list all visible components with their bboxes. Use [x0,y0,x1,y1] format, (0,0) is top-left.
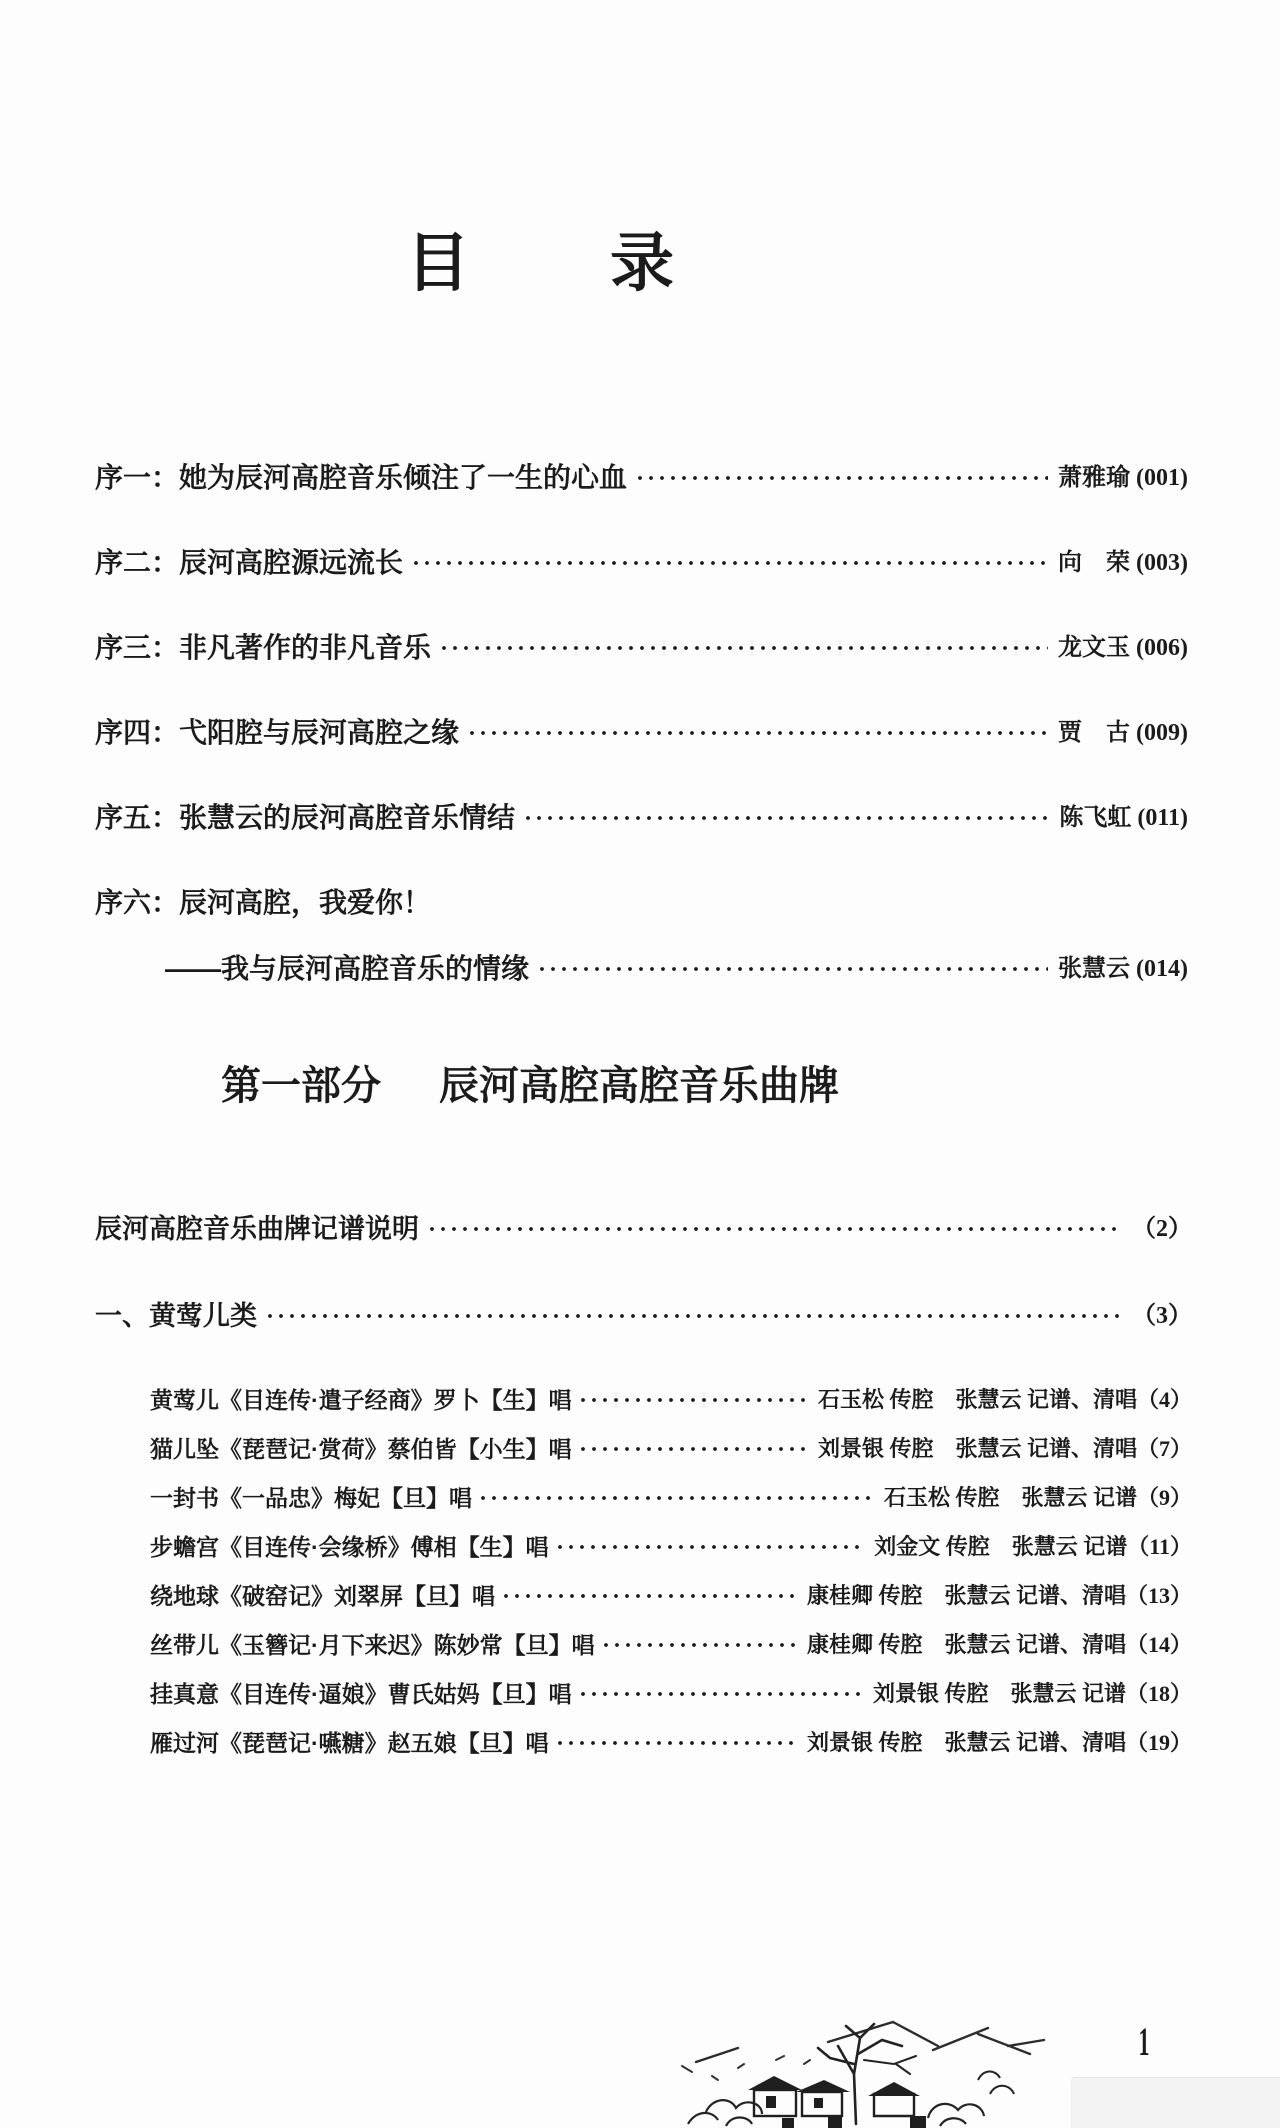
dot-leader [557,1738,799,1748]
toc-entry-preface-4 [95,715,1188,751]
entry-page-number: （7） [1136,1436,1192,1461]
dot-leader [580,1689,865,1699]
entry-page-number: （3） [1132,1303,1192,1329]
toc-entry-song-1 [150,1385,1192,1415]
page-title [0,228,1280,298]
entry-page-number: （9） [1136,1485,1192,1510]
toc-entry-song-2 [150,1434,1192,1464]
entry-author: 贾 古 [1058,720,1131,746]
song-title: 雁过河《琵琶记·嚥糖》赵五娘【旦】唱 [150,1730,549,1756]
entry-label: 序五：张慧云的辰河高腔音乐情结 [95,802,516,833]
entry-page-number: （11） [1127,1534,1192,1559]
part1-heading-title: 辰河高腔高腔音乐曲牌 [439,1063,839,1108]
dot-leader [469,728,1048,738]
toc-entry-song-6 [150,1630,1192,1660]
toc-entry-preface-3 [95,630,1188,666]
dot-leader [580,1395,810,1405]
toc-entry-song-5 [150,1581,1192,1611]
entry-author: 陈飞虹 [1059,805,1132,831]
entry-author: 萧雅瑜 [1058,465,1131,491]
toc-entry-song-4 [150,1532,1192,1562]
entry-page-number: (006) [1136,635,1188,661]
folio-page-number: 1 [1138,2019,1150,2064]
entry-page-number: （4） [1136,1387,1192,1412]
page-title-left: 目 [406,227,470,299]
dot-leader [429,1224,1122,1234]
entry-label: 辰河高腔音乐曲牌记谱说明 [95,1214,419,1244]
dot-leader [267,1311,1122,1321]
dot-leader [539,964,1048,974]
song-title: 黄莺儿《目连传·遣子经商》罗卜【生】唱 [150,1387,572,1413]
toc-entry-category-huangyinger [95,1298,1192,1334]
entry-page-number: （18） [1125,1681,1192,1706]
entry-page-number: （2） [1132,1216,1192,1242]
song-credits: 石玉松 传腔 张慧云 记谱 [883,1485,1137,1510]
toc-entry-song-3 [150,1483,1192,1513]
preface-list [0,460,1280,987]
entry-page-number: (001) [1136,465,1188,491]
song-credits: 康桂卿 传腔 张慧云 记谱、清唱 [806,1583,1126,1608]
song-credits: 刘景银 传腔 张慧云 记谱 [872,1681,1126,1706]
entry-page-number: (014) [1136,956,1188,982]
song-title: 绕地球《破窑记》刘翠屏【旦】唱 [150,1583,495,1609]
song-title: 猫儿坠《琵琶记·赏荷》蔡伯皆【小生】唱 [150,1436,572,1462]
toc-entry-notation-notes [95,1211,1192,1247]
song-title: 丝带儿《玉簪记·月下来迟》陈妙常【旦】唱 [150,1632,595,1658]
entry-sub-label: ——我与辰河高腔音乐的情缘 [165,953,530,984]
entry-label: 一、黄莺儿类 [95,1301,257,1331]
village-ink-sketch-icon [678,2020,1048,2128]
watermark-box [1071,2077,1280,2128]
song-credits: 石玉松 传腔 张慧云 记谱、清唱 [817,1387,1137,1412]
toc-entry-song-8 [150,1728,1192,1758]
toc-entry-preface-6-line1 [95,885,1188,921]
part1-heading-number: 第一部分 [221,1063,381,1108]
song-credits: 康桂卿 传腔 张慧云 记谱、清唱 [806,1632,1126,1657]
part1-heading [0,1061,1280,1111]
entry-page-number: （14） [1125,1632,1192,1657]
dot-leader [480,1493,876,1503]
entry-label: 序一：她为辰河高腔音乐倾注了一生的心血 [95,462,628,493]
entry-author: 张慧云 [1058,956,1131,982]
dot-leader [637,473,1048,483]
entry-label: 序三：非凡著作的非凡音乐 [95,632,432,663]
dot-leader [603,1640,799,1650]
page-title-right: 录 [610,227,674,299]
entry-author: 龙文玉 [1058,635,1131,661]
toc-entry-preface-2 [95,545,1188,581]
song-title: 一封书《一品忠》梅妃【旦】唱 [150,1485,472,1511]
toc-entry-preface-6-line2 [95,951,1188,987]
toc-entry-preface-1 [95,460,1188,496]
toc-page [0,228,1280,2128]
entry-page-number: (011) [1137,805,1188,831]
entry-page-number: (003) [1136,550,1188,576]
song-title: 挂真意《目连传·逼娘》曹氏姑妈【旦】唱 [150,1681,572,1707]
dot-leader [413,558,1048,568]
dot-leader [441,643,1048,653]
toc-entry-preface-5 [95,800,1188,836]
song-credits: 刘景银 传腔 张慧云 记谱、清唱 [806,1730,1126,1755]
song-list [0,1385,1280,1758]
entry-label: 序二：辰河高腔源远流长 [95,547,404,578]
song-credits: 刘金文 传腔 张慧云 记谱 [874,1534,1128,1559]
entry-author: 向 荣 [1058,550,1131,576]
song-title: 步蟾宫《目连传·会缘桥》傅相【生】唱 [150,1534,549,1560]
entry-label: 序六：辰河高腔，我爱你！ [95,887,432,918]
dot-leader [525,813,1049,823]
entry-page-number: （13） [1125,1583,1192,1608]
entry-label: 序四：弋阳腔与辰河高腔之缘 [95,717,460,748]
toc-entry-song-7 [150,1679,1192,1709]
song-credits: 刘景银 传腔 张慧云 记谱、清唱 [817,1436,1137,1461]
dot-leader [503,1591,799,1601]
part1-intro-rows [0,1211,1280,1334]
dot-leader [557,1542,867,1552]
entry-page-number: (009) [1136,720,1188,746]
entry-page-number: （19） [1125,1730,1192,1755]
dot-leader [580,1444,810,1454]
